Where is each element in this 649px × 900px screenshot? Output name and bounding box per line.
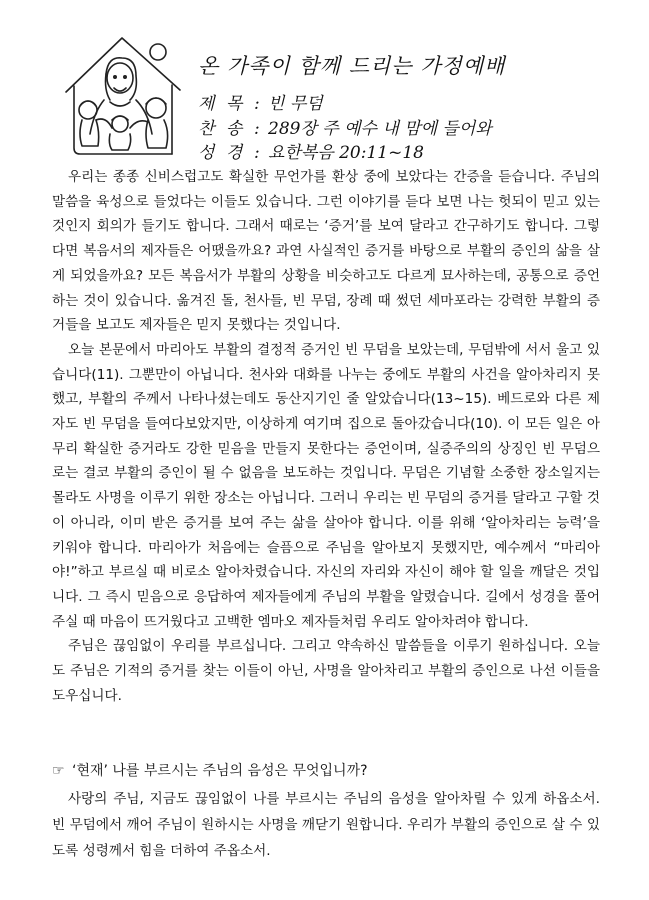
meta-separator: : <box>254 94 260 114</box>
worship-meta <box>198 92 638 166</box>
meta-row-hymn <box>198 117 638 142</box>
meta-separator: : <box>254 143 260 163</box>
prayer-text: 사랑의 주님, 지금도 끊임없이 나를 부르시는 주님의 음성을 알아차릴 수 있게 하옵소서. 빈 무덤에서 깨어 주님이 원하시는 사명을 깨닫기 원합니다. 우리가 부활의 증인으로 살 수 있도록 성령께서 힘을 더하여 주옵소서. <box>52 791 600 859</box>
sermon-body <box>52 165 600 708</box>
sermon-paragraph: 주님은 끊임없이 우리를 부르십니다. 그리고 약속하신 말씀들을 이루기 원하십니다. 오늘도 주님은 기적의 증거를 찾는 이들이 아닌, 사명을 알아차리고 부활의 증인으로 나선 이들을 도우십니다. <box>52 638 600 704</box>
worship-title: 온 가족이 함께 드리는 가정예배 <box>198 54 506 78</box>
meta-value: 빈 무덤 <box>268 94 323 114</box>
sermon-paragraph: 오늘 본문에서 마리아도 부활의 결정적 증거인 빈 무덤을 보았는데, 무덤밖에 서서 울고 있습니다(11). 그뿐만이 아닙니다. 천사와 대화를 나누는 중에도 부활의 사건을 알아차리지 못했고, 부활의 주께서 나타나셨는데도 동산지기인 줄 알았습니다(13~15). 베드로와 다른 제자도 빈 무덤을 들여다보았지만, 이상하게 여기며 집으로 돌아갔습니다(10). 이 모든 일은 아무리 확실한 증거라도 강한 믿음을 만들지 못한다는 증언이며, 실증주의의 상징인 빈 무덤으로는 결코 부활의 증인이 될 수 없음을 보도하는 것입니다. 무덤은 기념할 소중한 장소일지는 몰라도 사명을 이루기 위한 장소는 아닙니다. 그러니 우리는 빈 무덤의 증거를 달라고 구할 것이 아니라, 이미 받은 증거를 보여 주는 삶을 살아야 합니다. 이를 위해 ‘알아차리는 능력’을 키워야 합니다. 마리아가 처음에는 슬픔으로 주님을 알아보지 못했지만, 예수께서 “마리아야!”하고 부르실 때 비로소 알아차렸습니다. 자신의 자리와 자신이 해야 할 일을 깨달은 것입니다. 그 즉시 믿음으로 응답하여 제자들에게 주님의 부활을 알렸습니다. 길에서 성경을 풀어 주실 때 마음이 뜨거웠다고 고백한 엠마오 제자들처럼 우리도 알아차려야 합니다. <box>52 341 600 630</box>
meta-label: 찬 송 <box>198 118 246 139</box>
pointing-hand-icon: ☞ <box>52 763 65 779</box>
reflection-question <box>52 759 600 783</box>
meta-separator: : <box>254 118 260 139</box>
question-text: ‘현재’ 나를 부르시는 주님의 음성은 무엇입니까? <box>72 763 368 779</box>
meta-value: 289장 주 예수 내 맘에 들어와 <box>268 118 492 139</box>
meta-row-scripture <box>198 141 638 166</box>
family-with-jesus-illustration <box>60 30 188 160</box>
meta-label: 제 목 <box>198 94 246 114</box>
meta-value: 요한복음 20:11~18 <box>268 143 424 163</box>
meta-row-subject <box>198 92 638 117</box>
closing-prayer <box>52 786 600 864</box>
sermon-paragraph: 우리는 종종 신비스럽고도 확실한 무언가를 환상 중에 보았다는 간증을 듣습니다. 주님의 말씀을 육성으로 들었다는 이들도 있습니다. 그런 이야기를 듣다 보면 나는 헛되이 믿고 있는 것인지 회의가 들기도 합니다. 그래서 때로는 ‘증거’를 보여 달라고 간구하기도 합니다. 그렇다면 복음서의 제자들은 어땠을까요? 과연 사실적인 증거를 바탕으로 부활의 증인의 삶을 살게 되었을까요? 모든 복음서가 부활의 상황을 비슷하고도 다르게 묘사하는데, 공통으로 증언하는 것이 있습니다. 옮겨진 돌, 천사들, 빈 무덤, 장례 때 썼던 세마포라는 강력한 부활의 증거들을 보고도 제자들은 믿지 못했다는 것입니다. <box>52 169 600 334</box>
meta-label: 성 경 <box>198 143 246 163</box>
